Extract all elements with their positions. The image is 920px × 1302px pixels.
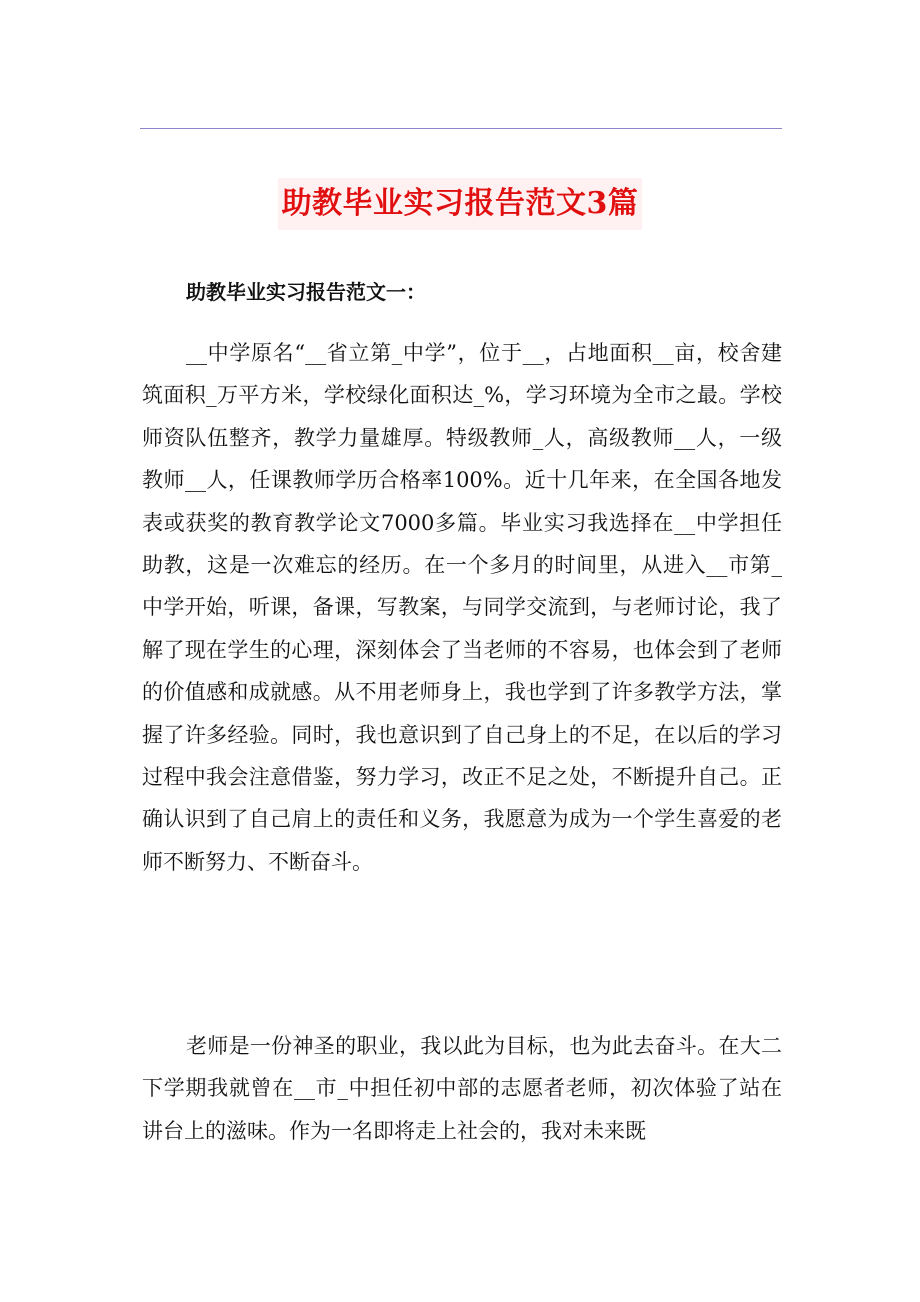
header-rule — [140, 128, 782, 129]
title-container — [0, 158, 920, 250]
body-paragraph-1: __中学原名“__省立第_中学”，位于__，占地面积__亩，校舍建筑面积_万平方米，学校绿化面积达_%，学习环境为全市之最。学校师资队伍整齐，教学力量雄厚。特级教师_人，高级教师__人，一级教师__人，任课教师学历合格率100%。近十几年来，在全国各地发表或获奖的教育教学论文7000多篇。毕业实习我选择在__中学担任助教，这是一次难忘的经历。在一个多月的时间里，从进入__市第_中学开始，听课，备课，写教案，与同学交流到，与老师讨论，我了解了现在学生的心理，深刻体会了当老师的不容易，也体会到了老师的价值感和成就感。从不用老师身上，我也学到了许多教学方法，掌握了许多经验。同时，我也意识到了自己身上的不足，在以后的学习过程中我会注意借鉴，努力学习，改正不足之处，不断提升自己。正确认识到了自己肩上的责任和义务，我愿意为成为一个学生喜爱的老师不断努力、不断奋斗。 — [142, 341, 782, 874]
document-title: 助教毕业实习报告范文3篇 — [278, 178, 643, 230]
body-paragraph-2: 老师是一份神圣的职业，我以此为目标，也为此去奋斗。在大二下学期我就曾在__市_中担任初中部的志愿者老师，初次体验了站在讲台上的滋味。作为一名即将走上社会的，我对未来既 — [142, 1034, 782, 1143]
section-heading: 助教毕业实习报告范文一： — [186, 280, 426, 304]
